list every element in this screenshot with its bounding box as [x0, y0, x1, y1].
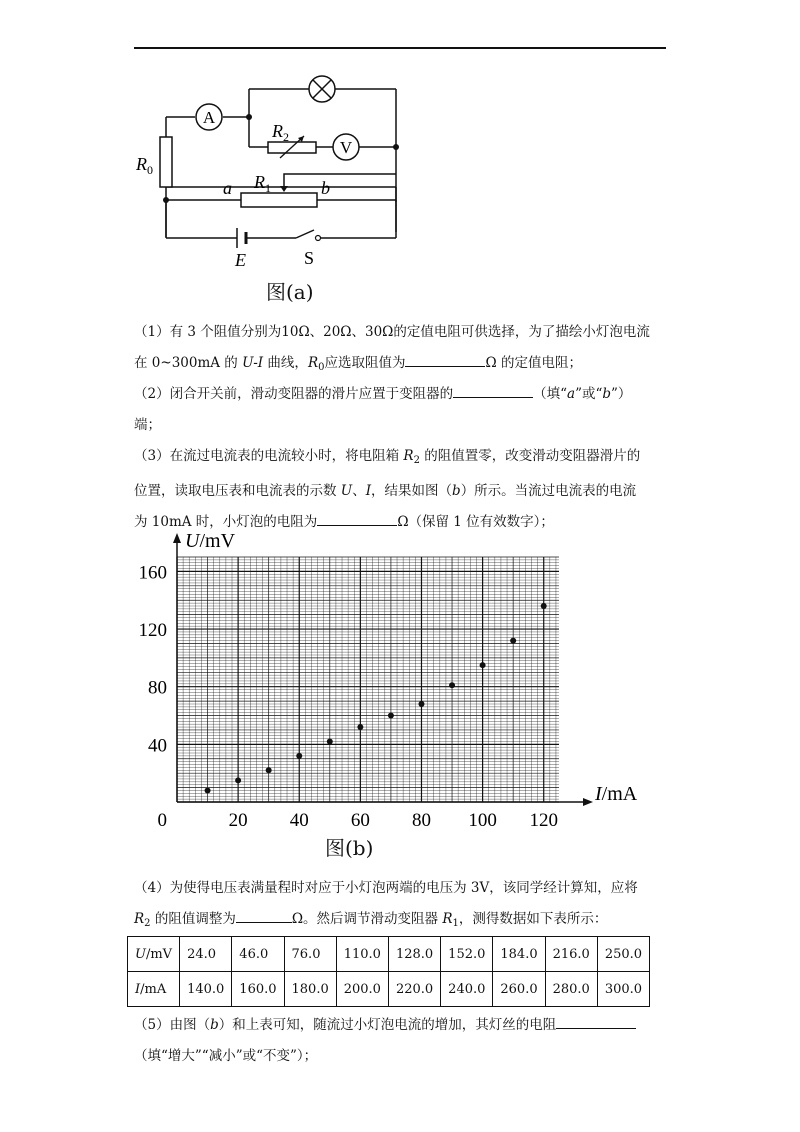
r0-label: $R_0$	[136, 154, 153, 177]
y-tick-label: 160	[138, 562, 167, 584]
data-point	[510, 638, 516, 644]
table-cell: 152.0	[441, 937, 493, 972]
data-point	[327, 738, 333, 744]
table-cell: 260.0	[493, 972, 545, 1007]
slider-arrow	[280, 186, 288, 192]
circuit-diagram	[120, 62, 420, 307]
q5-line2: （填“增大”“减小”或“不变”）；	[134, 1048, 318, 1064]
table-cell: 24.0	[180, 937, 232, 972]
top-rule	[134, 47, 666, 49]
q4-line1: （4）为使得电压表满量程时对应于小灯泡两端的电压为 3V，该同学经计算知，应将	[134, 880, 638, 896]
data-point	[296, 753, 302, 759]
q5-line1: （5）由图（b）和上表可知，随流过小灯泡电流的增加，其灯丝的电阻	[134, 1010, 674, 1041]
table-cell: 216.0	[545, 937, 597, 972]
table-cell: 180.0	[284, 972, 336, 1007]
question-2	[134, 379, 674, 441]
x-tick-label: 80	[411, 810, 431, 831]
data-point	[388, 713, 394, 719]
data-point	[449, 682, 455, 688]
end-a-label: a	[223, 178, 232, 198]
y-tick-label: 40	[148, 735, 167, 757]
r1-label: $R_1$	[254, 172, 271, 195]
table-row-u	[128, 937, 650, 972]
table-cell: 140.0	[180, 972, 232, 1007]
i-header: I/mA	[128, 972, 180, 1007]
table-cell: 220.0	[388, 972, 440, 1007]
data-point	[205, 787, 211, 793]
q5-answer-blank[interactable]	[556, 1015, 636, 1029]
table-cell: 184.0	[493, 937, 545, 972]
emf-label: E	[235, 250, 246, 270]
switch-label: S	[304, 248, 315, 268]
u-header: U/mV	[128, 937, 180, 972]
x-tick-label: 60	[350, 810, 370, 831]
q3-line1: （3）在流过电流表的电流较小时，将电阻箱 $R_2$ 的阻值置零，改变滑动变阻器滑片的	[134, 448, 641, 466]
table-cell: 200.0	[336, 972, 388, 1007]
q3-line3: 为 10mA 时，小灯泡的电阻为 Ω（保留 1 位有效数字）；	[134, 514, 554, 530]
table-cell: 110.0	[336, 937, 388, 972]
question-1	[134, 317, 674, 383]
x-axis-label: I/mA	[595, 783, 638, 805]
x-tick-label: 100	[468, 810, 497, 831]
r1-rheostat	[241, 193, 317, 207]
y-tick-label: 120	[138, 620, 167, 642]
table-cell: 250.0	[597, 937, 649, 972]
table-cell: 300.0	[597, 972, 649, 1007]
q2-line1: （2）闭合开关前，滑动变阻器的滑片应置于变阻器的 （填“a”或“b”）	[134, 386, 632, 402]
table-cell: 128.0	[388, 937, 440, 972]
data-point	[235, 777, 241, 783]
table-cell: 160.0	[232, 972, 284, 1007]
y-tick-label: 80	[148, 677, 167, 699]
table-cell: 280.0	[545, 972, 597, 1007]
data-point	[541, 603, 547, 609]
q3-line2: 位置，读取电压表和电流表的示数 U、I，结果如图（b）所示。当流过电流表的电流	[134, 483, 637, 499]
x-tick-label: 120	[529, 810, 558, 831]
y-axis-label: U/mV	[185, 530, 236, 552]
table-row-i	[128, 972, 650, 1007]
x-tick-label: 40	[289, 810, 309, 831]
voltmeter-label: V	[339, 138, 353, 157]
q2-line2: 端；	[134, 417, 161, 433]
r2-label: $R_2$	[272, 121, 289, 144]
question-4	[134, 873, 674, 939]
table-cell: 46.0	[232, 937, 284, 972]
q1-line1: （1）有 3 个阻值分别为10Ω、20Ω、30Ω的定值电阻可供选择，为了描绘小灯泡电流	[134, 324, 650, 340]
question-3	[134, 441, 674, 538]
data-point	[480, 662, 486, 668]
end-b-label: b	[321, 178, 330, 198]
data-point	[357, 724, 363, 730]
figure-a-caption: 图(a)	[266, 280, 314, 304]
switch-icon	[316, 236, 321, 241]
data-point	[418, 701, 424, 707]
x-tick-label: 20	[228, 810, 248, 831]
table-cell: 76.0	[284, 937, 336, 972]
q4-answer-blank[interactable]	[236, 909, 292, 923]
origin-label: 0	[157, 810, 167, 831]
data-point	[266, 767, 272, 773]
data-table	[127, 936, 650, 1007]
table-cell: 240.0	[441, 972, 493, 1007]
x-axis-arrow	[583, 798, 593, 806]
question-5	[134, 1010, 674, 1072]
q3-answer-blank[interactable]	[317, 512, 397, 526]
figure-b-caption: 图(b)	[325, 836, 374, 860]
q2-answer-blank[interactable]	[453, 384, 533, 398]
ui-chart	[120, 530, 638, 831]
r0-resistor	[160, 137, 172, 187]
q1-answer-blank[interactable]	[405, 353, 485, 367]
q1-line2: 在 0~300mA 的 U-I 曲线，$R_0$应选取阻值为 Ω 的定值电阻；	[134, 355, 582, 373]
ammeter-label: A	[202, 108, 216, 127]
q4-line2: $R_2$ 的阻值调整为 Ω。然后调节滑动变阻器 $R_1$，测得数据如下表所示：	[134, 911, 608, 929]
